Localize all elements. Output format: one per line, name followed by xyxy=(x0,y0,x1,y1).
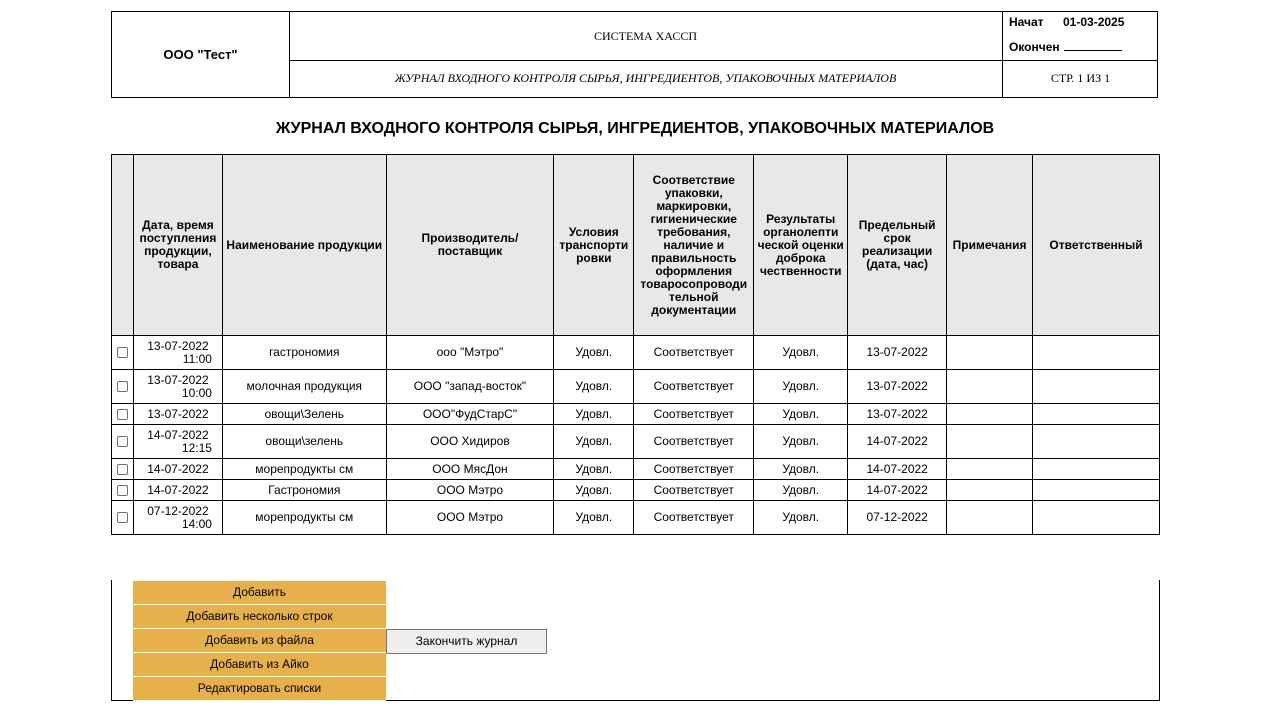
date-cell xyxy=(133,501,222,535)
page-indicator: СТР. 1 ИЗ 1 xyxy=(1050,71,1111,85)
date-value: 14-07-2022 xyxy=(147,461,209,476)
table-row[interactable] xyxy=(112,459,1160,480)
add-multiple-rows-button[interactable]: Добавить несколько строк xyxy=(133,605,386,629)
table-row[interactable] xyxy=(112,370,1160,404)
notes-cell xyxy=(947,501,1033,535)
row-select-cell xyxy=(112,336,134,370)
expiry-cell: 14-07-2022 xyxy=(848,459,947,480)
row-checkbox[interactable] xyxy=(117,464,128,475)
supplier-cell: ООО МясДон xyxy=(386,459,554,480)
row-checkbox[interactable] xyxy=(117,381,128,392)
date-cell xyxy=(133,336,222,370)
row-select-cell xyxy=(112,459,134,480)
date-value: 13-07-2022 xyxy=(147,338,209,353)
notes-cell xyxy=(947,459,1033,480)
expiry-cell: 13-07-2022 xyxy=(848,336,947,370)
column-header: Результаты органолепти ческой оценки доброка чественности xyxy=(754,155,848,336)
supplier-cell: ООО Мэтро xyxy=(386,480,554,501)
responsible-cell xyxy=(1033,425,1160,459)
finish-journal-button[interactable]: Закончить журнал xyxy=(386,629,547,654)
table-row[interactable] xyxy=(112,480,1160,501)
end-date-blank xyxy=(1064,39,1122,51)
organoleptic-cell: Удовл. xyxy=(754,370,848,404)
time-value: 10:00 xyxy=(181,385,212,400)
edit-lists-button[interactable]: Редактировать списки xyxy=(133,677,386,701)
notes-cell xyxy=(947,370,1033,404)
supplier-cell: ООО "запад-восток" xyxy=(386,370,554,404)
date-cell xyxy=(133,425,222,459)
transport-cell: Удовл. xyxy=(554,336,634,370)
table-row[interactable] xyxy=(112,404,1160,425)
row-checkbox[interactable] xyxy=(117,409,128,420)
organoleptic-cell: Удовл. xyxy=(754,480,848,501)
supplier-cell: ООО Мэтро xyxy=(386,501,554,535)
table-header-row xyxy=(112,155,1160,336)
add-from-file-button[interactable]: Добавить из файла xyxy=(133,629,386,653)
notes-cell xyxy=(947,404,1033,425)
row-select-cell xyxy=(112,501,134,535)
product-cell: овощи\зелень xyxy=(222,425,386,459)
organoleptic-cell: Удовл. xyxy=(754,336,848,370)
responsible-cell xyxy=(1033,480,1160,501)
row-checkbox[interactable] xyxy=(117,347,128,358)
column-header: Соответствие упаковки, маркировки, гигиенические требования, наличие и правильность оформления товаросопроводи тельной документации xyxy=(634,155,754,336)
date-cell xyxy=(133,404,222,425)
time-value: 12:15 xyxy=(181,440,212,455)
packaging-cell: Соответствует xyxy=(634,459,754,480)
row-checkbox[interactable] xyxy=(117,436,128,447)
product-cell: морепродукты см xyxy=(222,501,386,535)
organoleptic-cell: Удовл. xyxy=(754,425,848,459)
transport-cell: Удовл. xyxy=(554,459,634,480)
notes-cell xyxy=(947,480,1033,501)
organization-name: ООО "Тест" xyxy=(112,12,290,97)
page-title: ЖУРНАЛ ВХОДНОГО КОНТРОЛЯ СЫРЬЯ, ИНГРЕДИЕНТОВ, УПАКОВОЧНЫХ МАТЕРИАЛОВ xyxy=(275,120,995,137)
time-value: 11:00 xyxy=(182,351,212,366)
column-header: Предельный срок реализации (дата, час) xyxy=(848,155,947,336)
table-row[interactable] xyxy=(112,501,1160,535)
column-header: Наименование продукции xyxy=(222,155,386,336)
organoleptic-cell: Удовл. xyxy=(754,459,848,480)
select-column-header xyxy=(112,155,134,336)
date-cell xyxy=(133,480,222,501)
product-cell: Гастрономия xyxy=(222,480,386,501)
date-cell xyxy=(133,459,222,480)
add-button[interactable]: Добавить xyxy=(133,581,386,605)
row-checkbox[interactable] xyxy=(117,485,128,496)
date-value: 07-12-2022 xyxy=(147,503,209,518)
journal-dates xyxy=(1003,12,1158,61)
organoleptic-cell: Удовл. xyxy=(754,501,848,535)
table-body xyxy=(112,336,1160,535)
start-label: Начат xyxy=(1009,15,1044,29)
transport-cell: Удовл. xyxy=(554,480,634,501)
packaging-cell: Соответствует xyxy=(634,501,754,535)
expiry-cell: 14-07-2022 xyxy=(848,480,947,501)
row-select-cell xyxy=(112,480,134,501)
row-select-cell xyxy=(112,370,134,404)
table-row[interactable] xyxy=(112,336,1160,370)
packaging-cell: Соответствует xyxy=(634,425,754,459)
time-value: 14:00 xyxy=(181,516,212,531)
product-cell: морепродукты см xyxy=(222,459,386,480)
responsible-cell xyxy=(1033,336,1160,370)
column-header: Дата, время поступления продукции, товара xyxy=(133,155,222,336)
transport-cell: Удовл. xyxy=(554,501,634,535)
row-select-cell xyxy=(112,425,134,459)
responsible-cell xyxy=(1033,459,1160,480)
column-header: Условия транспорти ровки xyxy=(554,155,634,336)
start-date: 01-03-2025 xyxy=(1063,15,1125,29)
product-cell: гастрономия xyxy=(222,336,386,370)
column-header: Ответственный xyxy=(1033,155,1160,336)
add-from-iiko-button[interactable]: Добавить из Айко xyxy=(133,653,386,677)
expiry-cell: 13-07-2022 xyxy=(848,370,947,404)
date-value: 14-07-2022 xyxy=(147,427,209,442)
date-value: 14-07-2022 xyxy=(147,482,209,497)
system-name: СИСТЕМА ХАССП xyxy=(289,12,1003,61)
expiry-cell: 13-07-2022 xyxy=(848,404,947,425)
notes-cell xyxy=(947,425,1033,459)
supplier-cell: ООО"ФудСтарС" xyxy=(386,404,554,425)
transport-cell: Удовл. xyxy=(554,370,634,404)
row-select-cell xyxy=(112,404,134,425)
transport-cell: Удовл. xyxy=(554,425,634,459)
product-cell: овощи\Зелень xyxy=(222,404,386,425)
packaging-cell: Соответствует xyxy=(634,480,754,501)
actions-panel xyxy=(133,581,386,701)
column-header: Производитель/ поставщик xyxy=(386,155,554,336)
expiry-cell: 07-12-2022 xyxy=(848,501,947,535)
table-row[interactable] xyxy=(112,425,1160,459)
transport-cell: Удовл. xyxy=(554,404,634,425)
journal-header xyxy=(111,11,1158,98)
column-header: Примечания xyxy=(947,155,1033,336)
responsible-cell xyxy=(1033,404,1160,425)
supplier-cell: ооо "Мэтро" xyxy=(386,336,554,370)
product-cell: молочная продукция xyxy=(222,370,386,404)
date-cell xyxy=(133,370,222,404)
organoleptic-cell: Удовл. xyxy=(754,404,848,425)
responsible-cell xyxy=(1033,501,1160,535)
end-label: Окончен xyxy=(1009,40,1060,54)
row-checkbox[interactable] xyxy=(117,512,128,523)
journal-subtitle: ЖУРНАЛ ВХОДНОГО КОНТРОЛЯ СЫРЬЯ, ИНГРЕДИЕНТОВ, УПАКОВОЧНЫХ МАТЕРИАЛОВ xyxy=(289,60,1003,97)
packaging-cell: Соответствует xyxy=(634,404,754,425)
supplier-cell: ООО Хидиров xyxy=(386,425,554,459)
packaging-cell: Соответствует xyxy=(634,370,754,404)
notes-cell xyxy=(947,336,1033,370)
journal-table xyxy=(111,154,1160,535)
date-value: 13-07-2022 xyxy=(147,406,209,421)
date-value: 13-07-2022 xyxy=(147,372,209,387)
packaging-cell: Соответствует xyxy=(634,336,754,370)
expiry-cell: 14-07-2022 xyxy=(848,425,947,459)
responsible-cell xyxy=(1033,370,1160,404)
